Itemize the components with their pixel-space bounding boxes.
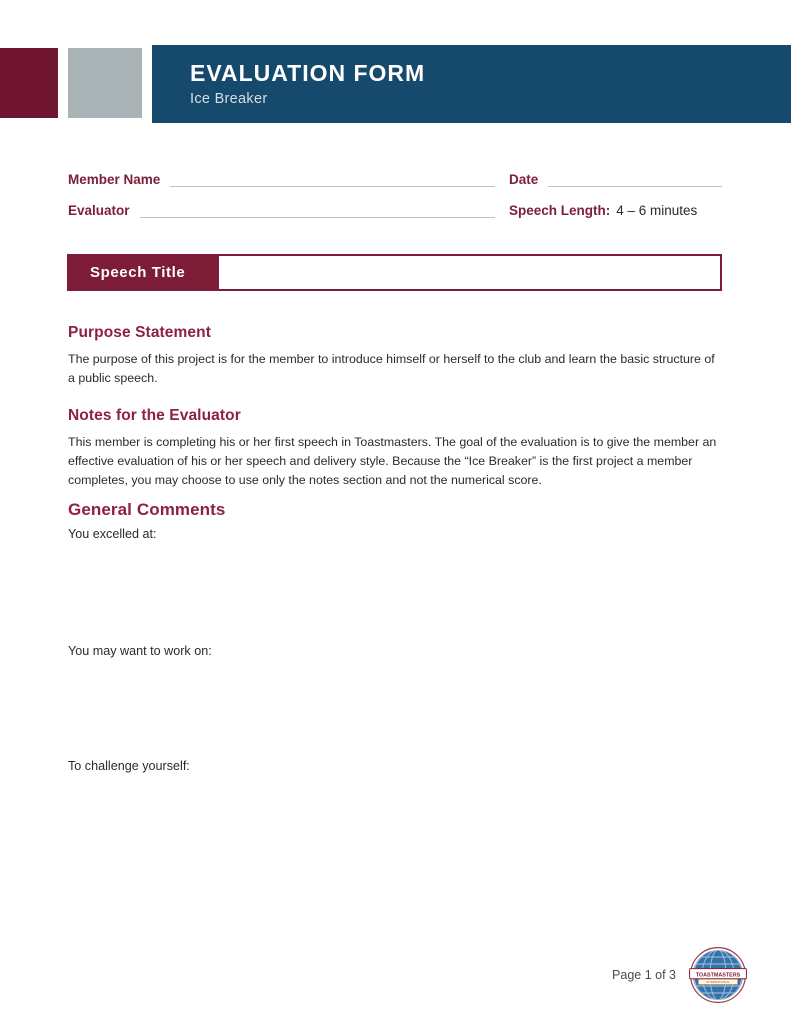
challenge-yourself-prompt xyxy=(68,758,722,854)
purpose-statement-body: The purpose of this project is for the member to introduce himself or herself to the club and learn the basic structure of a public speech. xyxy=(68,351,715,385)
member-name-input-line[interactable] xyxy=(170,172,495,187)
date-input-line[interactable] xyxy=(548,172,722,187)
maroon-accent-square xyxy=(0,48,58,118)
member-name-row xyxy=(68,172,722,189)
header-banner xyxy=(0,45,791,123)
work-on-label: You may want to work on: xyxy=(68,644,212,658)
excelled-at-prompt xyxy=(68,526,722,637)
general-comments-heading: General Comments xyxy=(68,500,226,519)
date-label: Date xyxy=(509,172,539,188)
excelled-at-label: You excelled at: xyxy=(68,527,157,541)
challenge-yourself-comment-area[interactable] xyxy=(68,774,722,854)
title-banner xyxy=(152,45,791,123)
form-title: EVALUATION FORM xyxy=(190,60,426,87)
general-comments-section xyxy=(68,500,724,520)
notes-for-evaluator-section xyxy=(68,407,724,490)
date-group xyxy=(509,172,722,189)
purpose-statement-section xyxy=(68,324,724,388)
work-on-comment-area[interactable] xyxy=(68,659,722,749)
challenge-yourself-label: To challenge yourself: xyxy=(68,759,190,773)
work-on-prompt xyxy=(68,643,722,749)
logo-sub-text: INTERNATIONAL xyxy=(706,980,730,985)
page-footer xyxy=(612,946,747,1004)
logo-banner-text: TOASTMASTERS xyxy=(695,972,741,979)
evaluator-label: Evaluator xyxy=(68,203,130,219)
purpose-statement-heading: Purpose Statement xyxy=(68,324,211,341)
notes-for-evaluator-body: This member is completing his or her first speech in Toastmasters. The goal of the evaluation is to give the member an effective evaluation of his or her speech and delivery style. Because the “Ice Breaker” is the first project a member completes, you may choose to use only the notes section and not the numerical score. xyxy=(68,434,717,487)
speech-title-box xyxy=(67,254,722,291)
gray-accent-square xyxy=(68,48,142,118)
member-name-label: Member Name xyxy=(68,172,161,188)
toastmasters-logo-icon xyxy=(689,946,747,1004)
form-fields xyxy=(68,172,722,234)
page-indicator: Page 1 of 3 xyxy=(612,968,676,982)
excelled-at-comment-area[interactable] xyxy=(68,542,722,637)
evaluator-row xyxy=(68,203,722,220)
form-subtitle: Ice Breaker xyxy=(190,90,268,107)
speech-title-label: Speech Title xyxy=(69,256,219,289)
speech-length-group xyxy=(509,203,722,220)
speech-title-input[interactable] xyxy=(219,256,720,289)
notes-for-evaluator-heading: Notes for the Evaluator xyxy=(68,407,241,424)
evaluator-input-line[interactable] xyxy=(140,203,495,218)
speech-length-label: Speech Length: xyxy=(509,203,611,219)
speech-length-value: 4 – 6 minutes xyxy=(616,203,698,219)
